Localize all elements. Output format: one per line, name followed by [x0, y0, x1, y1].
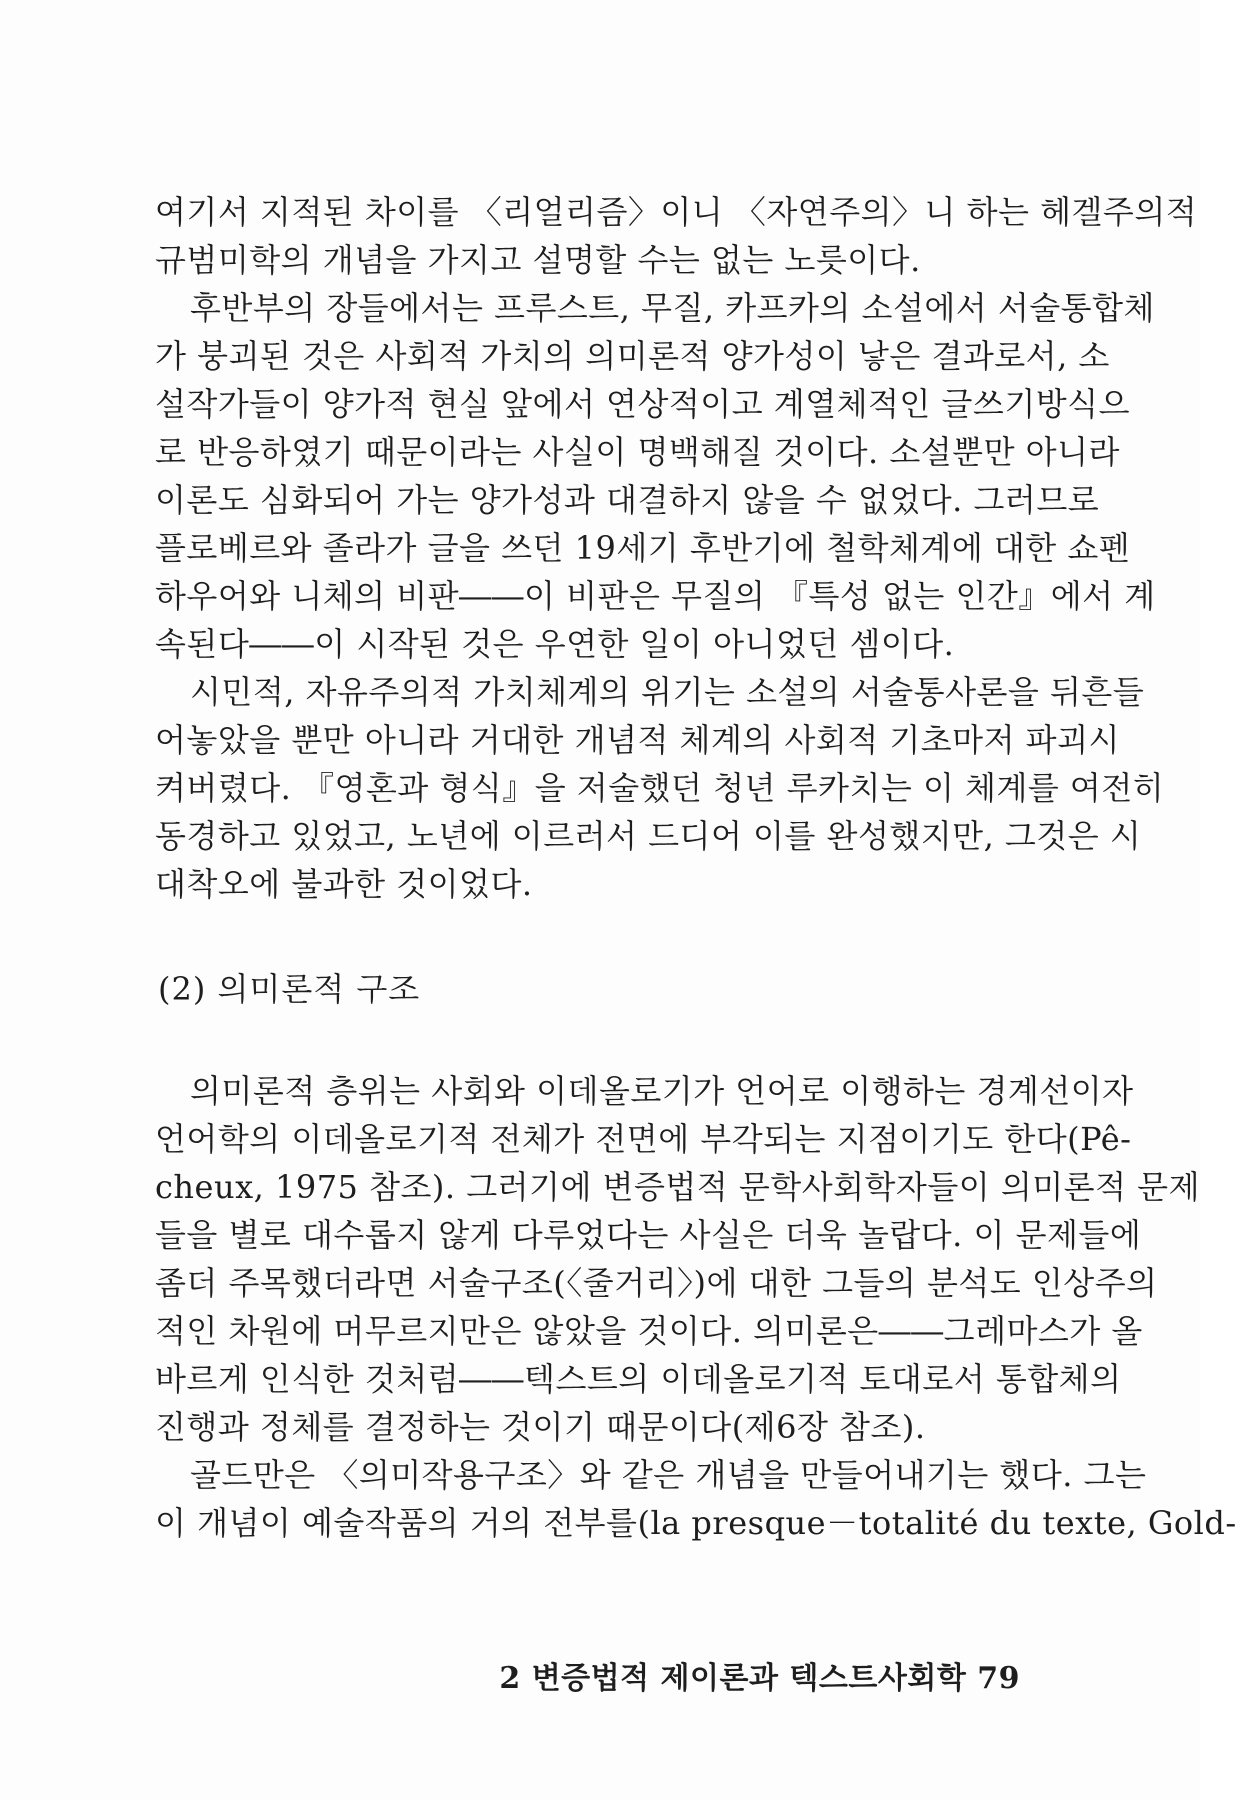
- text-line: cheux, 1975 참조). 그러기에 변증법적 문학사회학자들이 의미론적 문제: [155, 1168, 1200, 1206]
- text-line: 가 붕괴된 것은 사회적 가치의 의미론적 양가성이 낳은 결과로서, 소: [155, 337, 1110, 375]
- text-line: 속된다――이 시작된 것은 우연한 일이 아니었던 셈이다.: [155, 625, 955, 663]
- text-line: 적인 차원에 머무르지만은 않았을 것이다. 의미론은――그레마스가 올: [155, 1312, 1143, 1350]
- section-heading: (2) 의미론적 구조: [158, 970, 421, 1008]
- text-line: 의미론적 층위는 사회와 이데올로기가 언어로 이행하는 경계선이자: [190, 1072, 1134, 1110]
- text-line: 동경하고 있었고, 노년에 이르러서 드디어 이를 완성했지만, 그것은 시: [155, 817, 1142, 855]
- text-line: 로 반응하였기 때문이라는 사실이 명백해질 것이다. 소설뿐만 아니라: [155, 433, 1120, 471]
- text-line: 시민적, 자유주의적 가치체계의 위기는 소설의 서술통사론을 뒤흔들: [190, 673, 1145, 711]
- text-line: 이론도 심화되어 가는 양가성과 대결하지 않을 수 없었다. 그러므로: [155, 481, 1100, 519]
- text-line: 골드만은 〈의미작용구조〉와 같은 개념을 만들어내기는 했다. 그는: [190, 1456, 1147, 1494]
- text-line: 플로베르와 졸라가 글을 쓰던 19세기 후반기에 철학체계에 대한 쇼펜: [155, 529, 1131, 567]
- text-line: 이 개념이 예술작품의 거의 전부를(la presque－totalité du texte, Gold-: [155, 1504, 1237, 1542]
- text-line: 언어학의 이데올로기적 전체가 전면에 부각되는 지점이기도 한다(Pê-: [155, 1120, 1132, 1158]
- text-line: 여기서 지적된 차이를 〈리얼리즘〉이니 〈자연주의〉니 하는 헤겔주의적: [155, 193, 1198, 231]
- text-line: 후반부의 장들에서는 프루스트, 무질, 카프카의 소설에서 서술통합체: [190, 289, 1155, 327]
- text-line: 들을 별로 대수롭지 않게 다루었다는 사실은 더욱 놀랍다. 이 문제들에: [155, 1216, 1142, 1254]
- text-line: 어놓았을 뿐만 아니라 거대한 개념적 체계의 사회적 기초마저 파괴시: [155, 721, 1120, 759]
- running-footer: 2 변증법적 제이론과 텍스트사회학 79: [499, 1661, 1020, 1696]
- text-line: 하우어와 니체의 비판――이 비판은 무질의 『특성 없는 인간』에서 계: [155, 577, 1156, 615]
- text-line: 대착오에 불과한 것이었다.: [155, 865, 533, 903]
- text-line: 바르게 인식한 것처럼――텍스트의 이데올로기적 토대로서 통합체의: [155, 1360, 1122, 1398]
- text-line: 진행과 정체를 결정하는 것이기 때문이다(제6장 참조).: [155, 1408, 926, 1446]
- text-line: 규범미학의 개념을 가지고 설명할 수는 없는 노릇이다.: [155, 241, 921, 279]
- text-line: 좀더 주목했더라면 서술구조(〈줄거리〉)에 대한 그들의 분석도 인상주의: [155, 1264, 1158, 1302]
- text-line: 설작가들이 양가적 현실 앞에서 연상적이고 계열체적인 글쓰기방식으: [155, 385, 1130, 423]
- text-line: 켜버렸다. 『영혼과 형식』을 저술했던 청년 루카치는 이 체계를 여전히: [155, 769, 1165, 807]
